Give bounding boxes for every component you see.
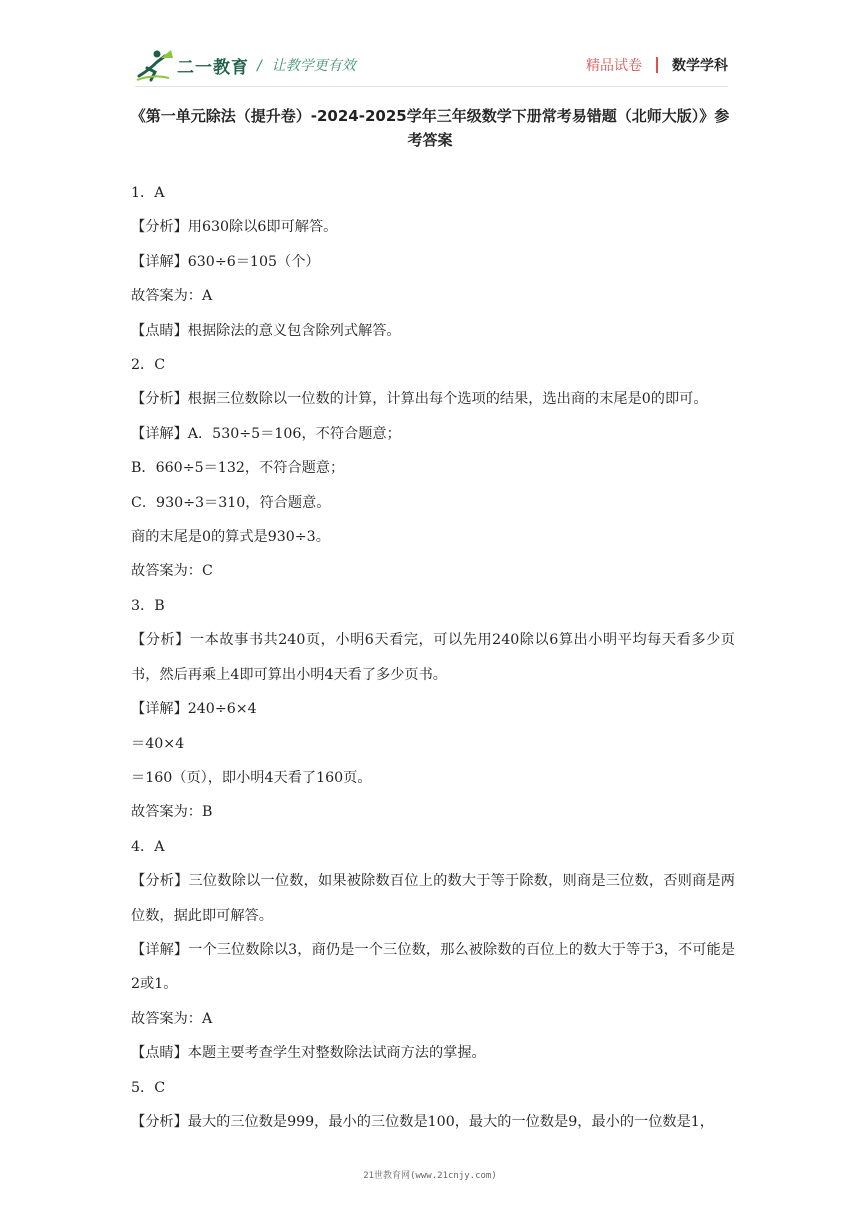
line: 【分析】根据三位数除以一位数的计算，计算出每个选项的结果，选出商的末尾是0的即可。 [131,391,708,408]
tag-premium: 精品试卷 [586,58,642,74]
running-figure-icon [135,48,175,82]
logo [135,48,249,82]
line: 【分析】用630除以6即可解答。 [131,219,338,236]
line: 【点睛】根据除法的意义包含除列式解答。 [131,322,401,339]
line: 故答案为：A [131,288,213,305]
line: 2．C [131,357,166,374]
line: 【分析】最大的三位数是999，最小的三位数是100，最大的一位数是9，最小的一位数是1， [131,1113,714,1130]
line: C．930÷3＝310，符合题意。 [131,494,331,511]
line: 【详解】A．530÷5＝106，不符合题意； [131,425,401,442]
logo-text: 二一教育 [177,57,249,78]
line: 【点睛】本题主要考查学生对整数除法试商方法的掌握。 [131,1045,486,1062]
line: ＝40×4 [131,735,185,752]
line: 【详解】630÷6＝105（个） [131,253,320,270]
document-title: 《第一单元除法（提升卷）-2024-2025学年三年级数学下册常考易错题（北师大版）》参考答案 [130,107,730,149]
line: 故答案为：B [131,804,213,821]
line: 1．A [131,185,165,201]
line: 故答案为：C [131,563,213,580]
answer-body [131,176,735,1139]
line: 【详解】240÷6×4 [131,701,257,718]
line: 商的末尾是0的算式是930÷3。 [131,529,330,546]
line: 5．C [131,1079,166,1096]
tag-subject: 数学学科 [672,58,728,74]
header-tags [586,55,728,75]
page-footer: 21世教育网(www.21cnjy.com) [363,1171,497,1181]
slogan-slash: / [257,58,262,74]
line: 【分析】一本故事书共240页，小明6天看完，可以先用240除以6算出小明平均每天看多少页书，然后再乘上4即可算出小明4天看了多少页书。 [131,632,735,683]
line: B．660÷5＝132，不符合题意； [131,460,345,477]
line: 3．B [131,597,165,614]
tag-divider [656,57,658,73]
line: 4．A [131,838,165,855]
line: 【分析】三位数除以一位数，如果被除数百位上的数大于等于除数，则商是三位数，否则商是两位数，据此即可解答。 [131,873,735,924]
slogan-text: 让教学更有效 [271,58,356,74]
slogan [257,55,356,75]
line: ＝160（页），即小明4天看了160页。 [131,769,372,786]
page-header [135,46,728,86]
line: 【详解】一个三位数除以3，商仍是一个三位数，那么被除数的百位上的数大于等于3，不可能是2或1。 [131,941,735,993]
line: 故答案为：A [131,1010,213,1027]
header-divider [135,86,728,87]
